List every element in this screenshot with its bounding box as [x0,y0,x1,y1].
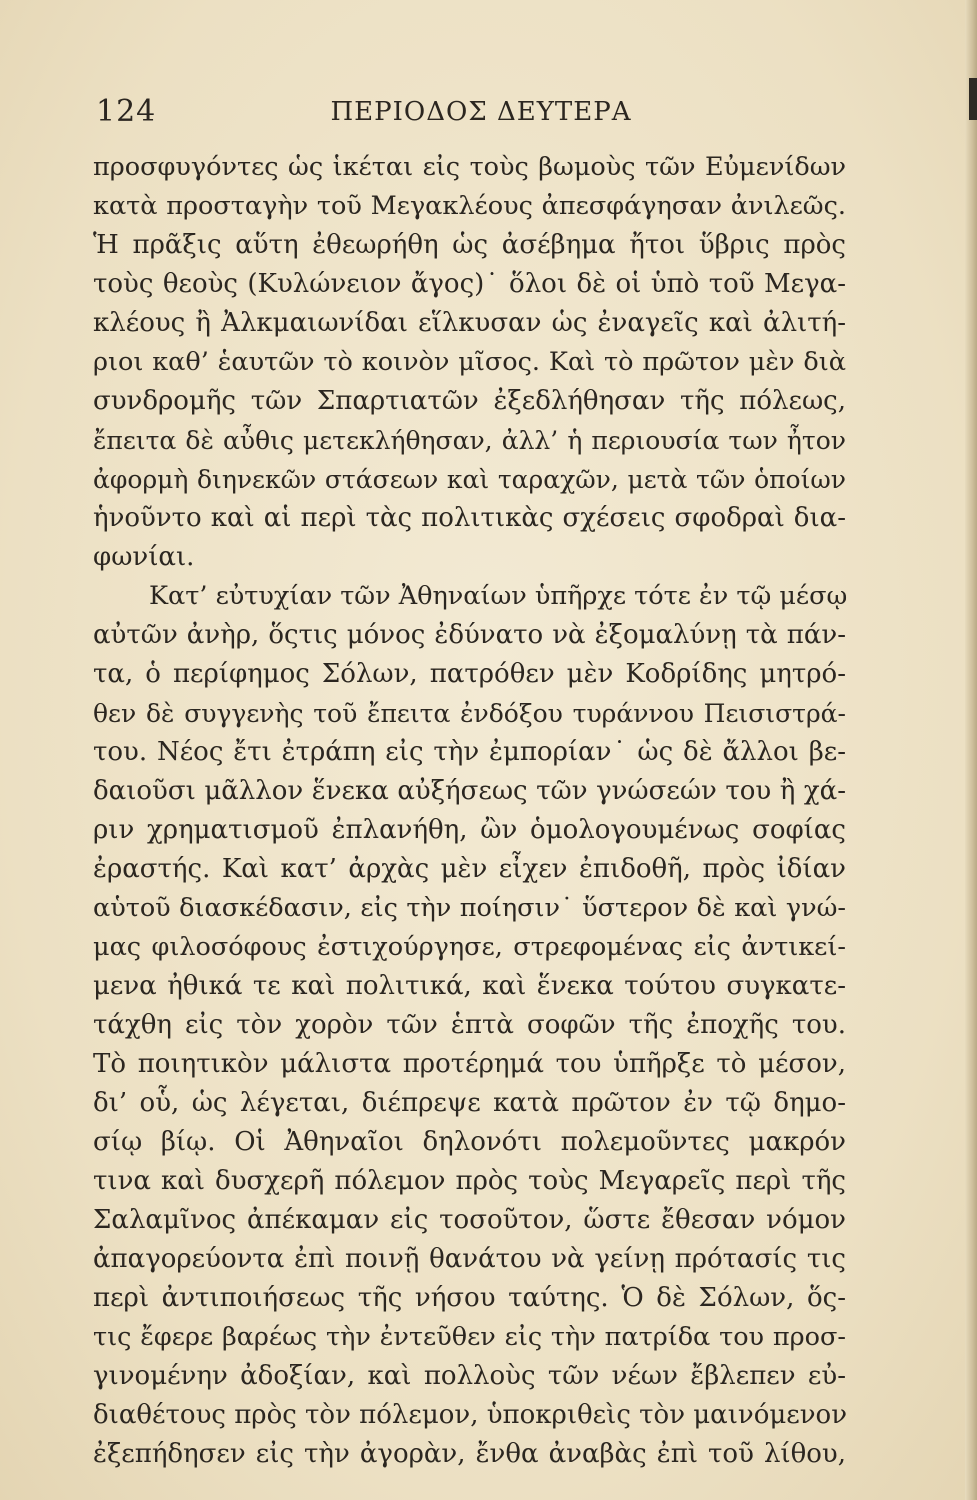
text-line: κατὰ προσταγὴν τοῦ Μεγακλέους ἀπεσφάγησαν ἀνιλεῶς. [93,191,846,221]
text-line: αὐτῶν ἀνὴρ, ὅςτις μόνος ἐδύνατο νὰ ἐξομαλύνῃ τὰ πάν- [93,620,846,650]
text-line: προσφυγόντες ὡς ἱκέται εἰς τοὺς βωμοὺς τῶν Εὐμενίδων [93,152,846,182]
text-line: γινομένην ἀδοξίαν, καὶ πολλοὺς τῶν νέων ἔβλεπεν εὐ- [93,1361,846,1391]
page-edge [965,0,977,1500]
text-line: ἐξεπήδησεν εἰς τὴν ἀγορὰν, ἔνθα ἀναβὰς ἐπὶ τοῦ λίθου, [93,1439,846,1469]
text-line: ἐραστής. Καὶ κατ’ ἀρχὰς μὲν εἶχεν ἐπιδοθῆ, πρὸς ἰδίαν [93,854,846,884]
text-line: ἡνοῦντο καὶ αἱ περὶ τὰς πολιτικὰς σχέσεις σφοδραὶ δια- [93,503,846,533]
text-line: Σαλαμῖνος ἀπέκαμαν εἰς τοσοῦτον, ὥστε ἔθεσαν νόμον [93,1205,846,1235]
text-line: Κατ’ εὐτυχίαν τῶν Ἀθηναίων ὑπῆρχε τότε ἐν τῷ μέσῳ [149,581,848,611]
text-line: τάχθη εἰς τὸν χορὸν τῶν ἑπτὰ σοφῶν τῆς ἐποχῆς του. [93,1010,846,1040]
text-line: τις ἔφερε βαρέως τὴν ἐντεῦθεν εἰς τὴν πατρίδα του προσ- [93,1322,846,1352]
text-line: περὶ ἀντιποιήσεως τῆς νήσου ταύτης. Ὁ δὲ Σόλων, ὅς- [93,1283,846,1313]
text-line: συνδρομῆς τῶν Σπαρτιατῶν ἐξεδλήθησαν τῆς πόλεως, [93,386,846,416]
page-header [96,92,866,132]
text-line: μενα ἠθικά τε καὶ πολιτικά, καὶ ἕνεκα τούτου συγκατε- [93,971,846,1001]
body-text [93,148,846,1474]
text-line: δαιοῦσι μᾶλλον ἕνεκα αὐξήσεως τῶν γνώσεών του ἢ χά- [93,776,846,806]
text-line: μας φιλοσόφους ἐστιχούργησε, στρεφομένας εἰς ἀντικεί- [93,932,846,962]
text-line: θεν δὲ συγγενὴς τοῦ ἔπειτα ἐνδόξου τυράννου Πεισιστρά- [93,699,846,728]
text-line: ἔπειτα δὲ αὖθις μετεκλήθησαν, ἀλλ’ ἡ περιουσία των ἦτον [93,426,846,455]
text-line: τινα καὶ δυσχερῆ πόλεμον πρὸς τοὺς Μεγαρεῖς περὶ τῆς [93,1166,846,1196]
text-line: κλέους ἢ Ἀλκμαιωνίδαι εἵλκυσαν ὡς ἐναγεῖς καὶ ἀλιτή- [93,308,846,338]
text-line: Ἡ πρᾶξις αὕτη ἐθεωρήθη ὡς ἀσέβημα ἤτοι ὕβρις πρὸς [93,230,846,260]
text-line: Τὸ ποιητικὸν μάλιστα προτέρημά του ὑπῆρξε τὸ μέσον, [93,1049,846,1079]
text-line: σίῳ βίῳ. Οἱ Ἀθηναῖοι δηλονότι πολεμοῦντες μακρόν [93,1127,846,1157]
text-line: ἀφορμὴ διηνεκῶν στάσεων καὶ ταραχῶν, μετὰ τῶν ὁποίων [93,465,846,494]
text-line: αὑτοῦ διασκέδασιν, εἰς τὴν ποίησιν˙ ὕστερον δὲ καὶ γνώ- [93,893,846,923]
text-line: του. Νέος ἔτι ἐτράπη εἰς τὴν ἐμπορίαν˙ ὡς δὲ ἄλλοι βε- [93,737,846,767]
page-number: 124 [96,94,157,129]
running-head: ΠΕΡΙΟΔΟΣ ΔΕΥΤΕΡΑ [330,97,632,127]
text-line: τοὺς θεοὺς (Κυλώνειον ἄγος)˙ ὅλοι δὲ οἱ ὑπὸ τοῦ Μεγα- [93,269,846,299]
edge-mark [969,78,977,120]
text-line: ἀπαγορεύοντα ἐπὶ ποινῇ θανάτου νὰ γείνῃ πρότασίς τις [93,1244,846,1274]
text-line: τα, ὁ περίφημος Σόλων, πατρόθεν μὲν Κοδρίδης μητρό- [93,659,846,689]
text-line: ριοι καθ’ ἑαυτῶν τὸ κοινὸν μῖσος. Καὶ τὸ πρῶτον μὲν διὰ [93,347,846,377]
text-line: ριν χρηματισμοῦ ἐπλανήθη, ὢν ὁμολογουμένως σοφίας [93,815,846,845]
text-line: δι’ οὗ, ὡς λέγεται, διέπρεψε κατὰ πρῶτον ἐν τῷ δημο- [93,1088,846,1118]
text-line: διαθέτους πρὸς τὸν πόλεμον, ὑποκριθεὶς τὸν μαινόμενον [93,1400,847,1430]
text-line: φωνίαι. [93,542,195,572]
